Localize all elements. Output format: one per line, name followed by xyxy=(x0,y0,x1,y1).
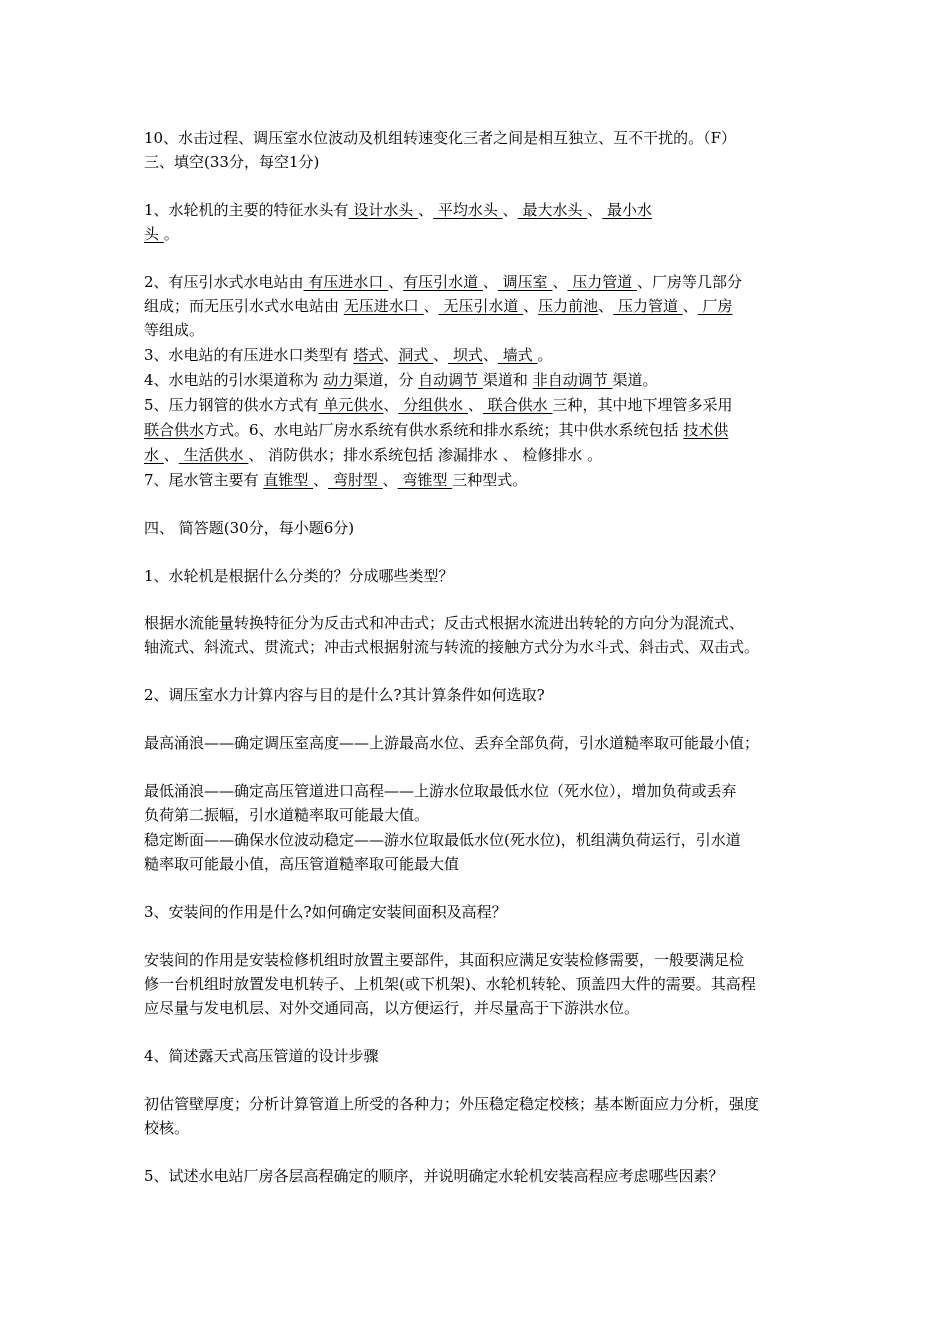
blank-answer: 直锥型 xyxy=(263,471,314,489)
fill-question-7: 7、尾水管主要有 直锥型 、 弯肘型 、 弯锥型 三种型式。 xyxy=(144,471,528,489)
fill-question-2-line-3: 等组成。 xyxy=(144,321,205,339)
fill-question-5-line-2: 联合供水方式。6、水电站厂房水系统有供水系统和排水系统；其中供水系统包括 技术供 xyxy=(144,421,729,439)
short-question-3: 3、安装间的作用是什么?如何确定安装间面积及高程？ xyxy=(144,903,507,921)
blank-answer: 动力 xyxy=(323,371,354,389)
blank-answer: 弯锥型 xyxy=(397,471,453,489)
blank-answer: 技术供 xyxy=(683,421,729,439)
fill-question-1-line-2: 头 。 xyxy=(144,225,179,243)
blank-answer: 压力前池 xyxy=(538,297,599,315)
blank-answer: 厂房 xyxy=(697,297,733,315)
blank-answer: 最大水头 xyxy=(517,201,588,219)
blank-answer: 塔式 xyxy=(353,346,384,364)
section-3-heading: 三、填空(33分，每空1分) xyxy=(144,153,320,171)
blank-answer: 联合供水 xyxy=(144,421,205,439)
blank-answer: 联合供水 xyxy=(482,396,553,414)
blank-answer: 分组供水 xyxy=(398,396,468,414)
blank-answer: 洞式 xyxy=(398,346,434,364)
short-answer-2-line-4: 稳定断面——确保水位波动稳定——游水位取最低水位(死水位)，机组满负荷运行，引水道 xyxy=(144,831,741,849)
blank-answer: 有压引水道 xyxy=(403,273,483,291)
short-answer-4-line-1: 初估管壁厚度；分析计算管道上所受的各种力；外压稳定稳定校核；基本断面应力分析，强度 xyxy=(144,1095,760,1113)
section-4-heading: 四、 简答题(30分，每小题6分) xyxy=(144,519,355,537)
tf-question-10: 10、水击过程、调压室水位波动及机组转速变化三者之间是相互独立、互不干扰的。（F） xyxy=(144,129,736,147)
short-question-1: 1、水轮机是根据什么分类的？分成哪些类型？ xyxy=(144,567,454,585)
blank-answer: 无压进水口 xyxy=(343,297,424,315)
short-question-2: 2、调压室水力计算内容与目的是什么?其计算条件如何选取? xyxy=(144,686,545,704)
blank-answer: 设计水头 xyxy=(348,201,419,219)
fill-question-5-line-3: 水 、 生活供水 、 消防供水；排水系统包括 渗漏排水 、 检修排水 。 xyxy=(144,446,603,464)
fill-question-2-line-2: 组成；而无压引水式水电站由 无压进水口 、 无压引水道 、压力前池、 压力管道 、 厂房 xyxy=(144,297,733,315)
short-question-5: 5、试述水电站厂房各层高程确定的顺序，并说明确定水轮机安装高程应考虑哪些因素？ xyxy=(144,1167,724,1185)
short-answer-3-line-1: 安装间的作用是安装检修机组时放置主要部件，其面积应满足安装检修需要，一般要满足检 xyxy=(144,951,745,969)
blank-answer: 压力管道 xyxy=(567,273,638,291)
blank-answer: 头 xyxy=(144,225,164,243)
fill-question-4: 4、水电站的引水渠道称为 动力渠道，分 自动调节 渠道和 非自动调节 渠道。 xyxy=(144,371,658,389)
blank-answer: 墙式 xyxy=(497,346,538,364)
short-answer-3-line-2: 修一台机组时放置发电机转子、上机架(或下机架)、水轮机转轮、顶盖四大件的需要。其高程 xyxy=(144,975,756,993)
short-answer-1-line-1: 根据水流能量转换特征分为反击式和冲击式；反击式根据水流进出转轮的方向分为混流式、 xyxy=(144,614,745,632)
short-answer-3-line-3: 应尽量与发电机层、对外交通同高，以方便运行，并尽量高于下游洪水位。 xyxy=(144,999,640,1017)
short-question-4: 4、简述露天式高压管道的设计步骤 xyxy=(144,1047,379,1065)
short-answer-4-line-2: 校核。 xyxy=(144,1119,190,1137)
fill-question-3: 3、水电站的有压进水口类型有 塔式、洞式 、 坝式、 墙式 。 xyxy=(144,346,553,364)
blank-answer: 水 xyxy=(144,446,164,464)
blank-answer: 弯肘型 xyxy=(328,471,383,489)
blank-answer: 调压室 xyxy=(497,273,553,291)
blank-answer: 非自动调节 xyxy=(532,371,613,389)
blank-answer: 压力管道 xyxy=(613,297,683,315)
short-answer-2-line-5: 糙率取可能最小值，高压管道糙率取可能最大值 xyxy=(144,855,460,873)
short-answer-2-line-2: 最低涌浪——确定高压管道进口高程——上游水位取最低水位（死水位），增加负荷或丢弃 xyxy=(144,782,737,800)
blank-answer: 有压进水口 xyxy=(303,273,389,291)
fill-question-1-line-1: 1、水轮机的主要的特征水头有 设计水头 、 平均水头 、 最大水头 、 最小水 xyxy=(144,201,653,219)
short-answer-1-line-2: 轴流式、斜流式、贯流式；冲击式根据射流与转流的接触方式分为水斗式、斜击式、双击式。 xyxy=(144,638,760,656)
blank-answer: 自动调节 xyxy=(418,371,483,389)
blank-answer: 坝式 xyxy=(448,346,483,364)
blank-answer: 生活供水 xyxy=(178,446,249,464)
short-answer-2-line-3: 负荷第二振幅，引水道糙率取可能最大值。 xyxy=(144,806,430,824)
blank-answer: 最小水 xyxy=(602,201,653,219)
fill-question-2-line-1: 2、有压引水式水电站由 有压进水口 、有压引水道 、 调压室 、 压力管道 、厂房等几部分 xyxy=(144,273,743,291)
fill-question-5-line-1: 5、压力钢管的供水方式有 单元供水、 分组供水 、 联合供水 三种，其中地下埋管多采用 xyxy=(144,396,733,414)
blank-answer: 平均水头 xyxy=(433,201,503,219)
short-answer-2-line-1: 最高涌浪——确定调压室高度——上游最高水位、丢弃全部负荷，引水道糙率取可能最小值； xyxy=(144,734,760,752)
blank-answer: 无压引水道 xyxy=(438,297,524,315)
blank-answer: 单元供水 xyxy=(318,396,384,414)
